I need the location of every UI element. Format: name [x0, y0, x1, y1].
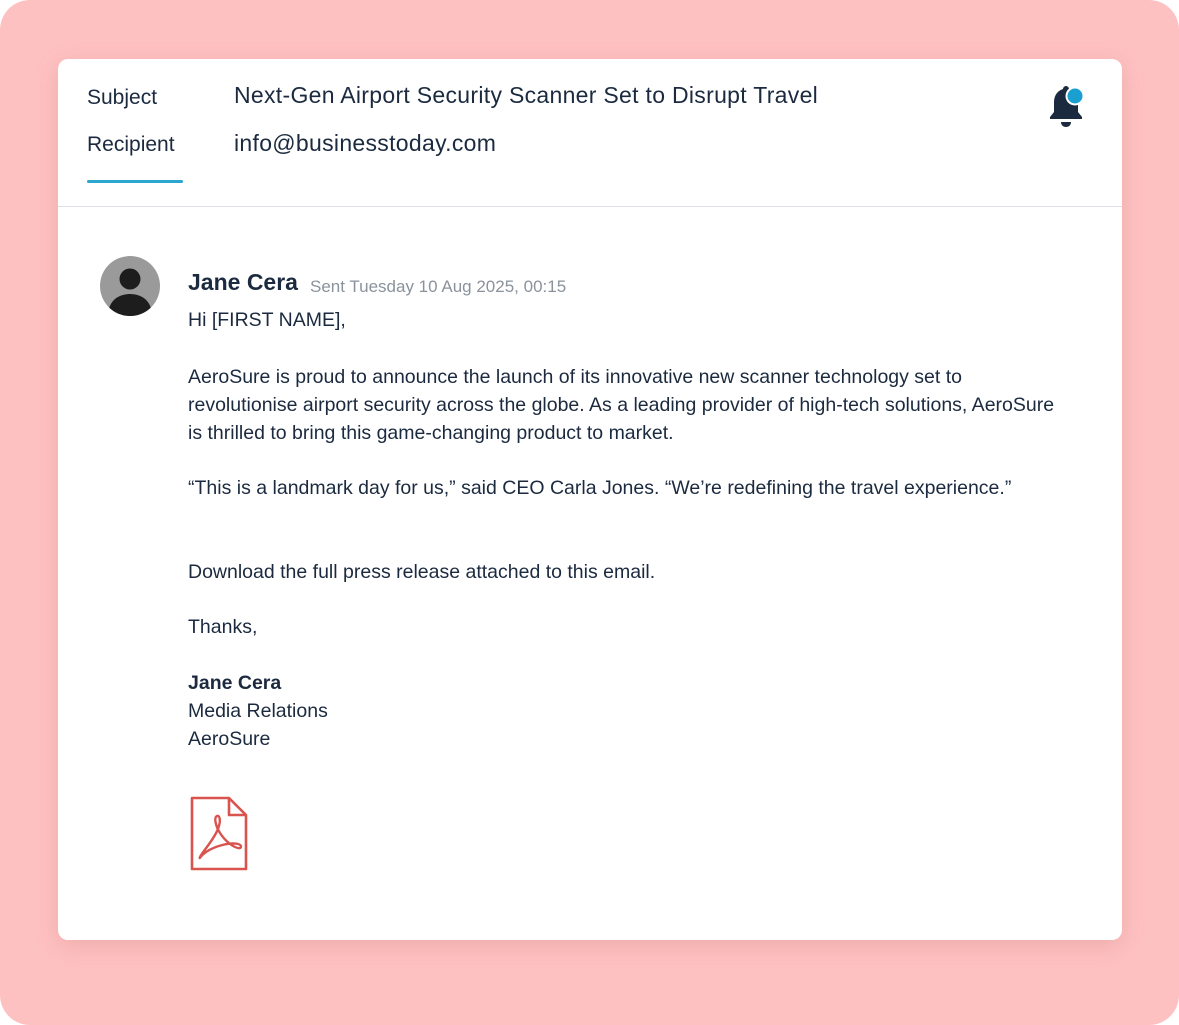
recipient-value: info@businesstoday.com	[234, 130, 497, 156]
paragraph-quote: “This is a landmark day for us,” said CEO Carla Jones. “We’re redefining the travel experience.”	[188, 477, 1012, 499]
tab-subject[interactable]: Subject	[87, 86, 158, 109]
paragraph-announcement: AeroSure is proud to announce the launch of its innovative new scanner technology set to revolutionise airport security across the globe. As a leading provider of high-tech solutions, AeroSure is thrilled to bring this game-changing product to market.	[188, 366, 1055, 444]
greeting: Hi [FIRST NAME],	[188, 309, 346, 331]
tab-recipient[interactable]: Recipient	[87, 133, 175, 156]
sent-timestamp: Sent Tuesday 10 Aug 2025, 00:15	[310, 277, 567, 296]
signature-name: Jane Cera	[188, 672, 282, 694]
active-tab-indicator	[87, 180, 183, 183]
email-header	[58, 59, 1122, 207]
closing: Thanks,	[188, 616, 258, 638]
sender-name: Jane Cera	[188, 269, 298, 295]
pdf-attachment[interactable]	[187, 795, 249, 873]
notifications-button[interactable]	[1044, 84, 1088, 130]
paragraph-download: Download the full press release attached to this email.	[188, 561, 656, 583]
email-body	[58, 207, 1122, 940]
bell-icon	[1044, 84, 1088, 130]
signature	[188, 669, 1068, 753]
pdf-icon	[187, 795, 249, 873]
subject-value: Next-Gen Airport Security Scanner Set to Disrupt Travel	[234, 82, 819, 108]
avatar-icon	[100, 256, 160, 316]
signature-title: Media Relations	[188, 700, 328, 722]
signature-company: AeroSure	[188, 728, 271, 750]
notification-dot	[1068, 89, 1083, 104]
email-card	[58, 59, 1122, 940]
